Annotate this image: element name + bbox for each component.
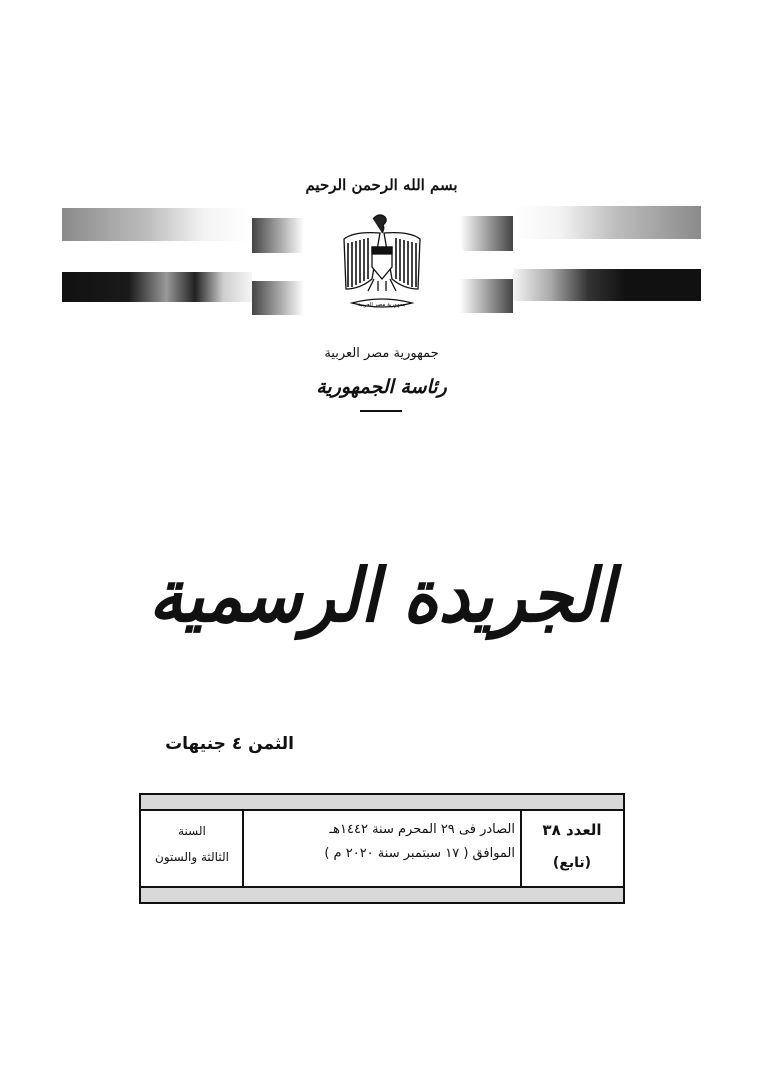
column-divider (520, 811, 522, 888)
divider (360, 410, 402, 412)
year-label: السنة (178, 824, 206, 838)
column-divider (242, 811, 244, 888)
masthead-title: الجريدة الرسمية (148, 552, 615, 640)
basmala: بسم الله الرحمن الرحيم (305, 176, 458, 194)
issue-number: العدد ٣٨ (542, 821, 602, 839)
box-bottom-strip (141, 886, 623, 902)
issue-info-box (139, 793, 625, 904)
republic-name: جمهورية مصر العربية (324, 346, 439, 361)
issued-hijri-date: الصادر فى ٢٩ المحرم سنة ١٤٤٢هـ (329, 822, 515, 837)
presidency-name: رئاسة الجمهورية (316, 376, 447, 398)
box-top-strip (141, 795, 623, 811)
year-value: الثالثة والستون (155, 850, 229, 864)
flag-banner (0, 205, 763, 315)
issue-continued: (تابع) (552, 855, 592, 871)
seal-text: جمهورية مصر العربية (357, 302, 407, 308)
price-label: الثمن ٤ جنيهات (165, 734, 294, 754)
issued-gregorian-date: الموافق ( ١٧ سبتمبر سنة ٢٠٢٠ م ) (324, 846, 515, 861)
